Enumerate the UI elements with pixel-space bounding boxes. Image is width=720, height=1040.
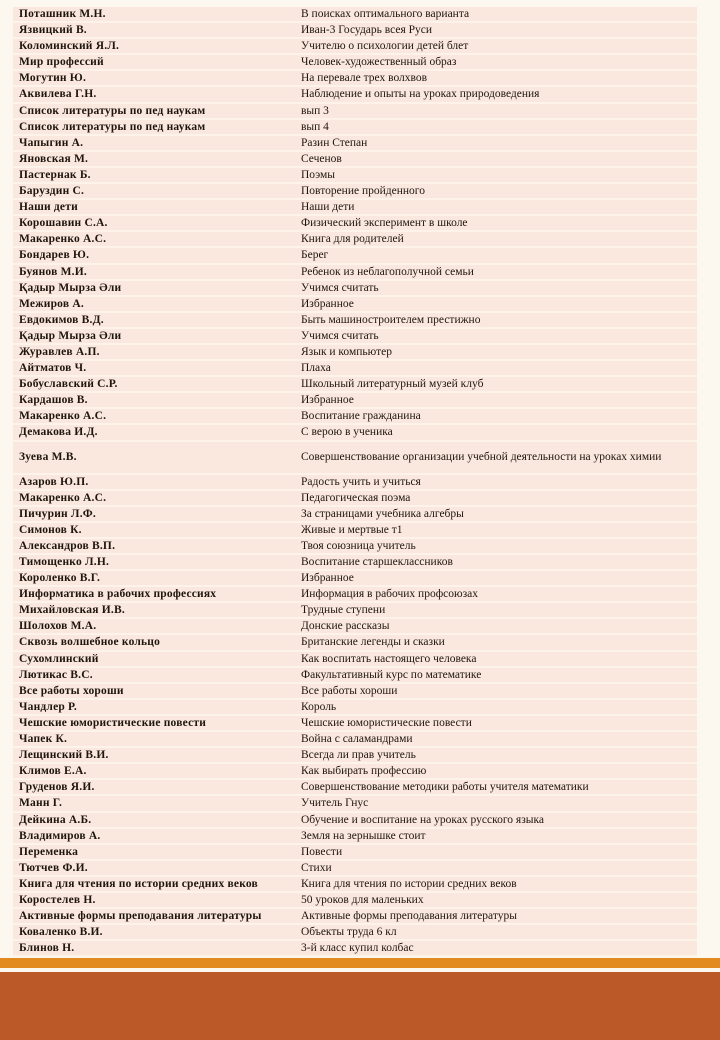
table-row	[13, 152, 697, 168]
author-cell: Буянов М.И.	[19, 265, 87, 278]
author-cell: Пичурин Л.Ф.	[19, 507, 96, 520]
table-row	[13, 764, 697, 780]
title-cell: Берег	[301, 249, 329, 262]
title-cell: Разин Степан	[301, 136, 368, 149]
author-cell: Чандлер Р.	[19, 700, 77, 713]
author-cell: Тимощенко Л.Н.	[19, 556, 110, 568]
author-cell: Коростелев Н.	[19, 893, 96, 906]
table-row	[13, 491, 697, 507]
author-cell: Макаренко А.С.	[19, 410, 107, 423]
author-cell: Владимиров А.	[19, 829, 101, 842]
author-cell: Кардашов В.	[19, 394, 88, 407]
author-cell: Книга для чтения по истории средних веков	[19, 877, 258, 890]
title-cell: Книга для родителей	[301, 233, 404, 246]
author-cell: Наши дети	[19, 201, 78, 214]
title-cell: Плаха	[301, 362, 331, 375]
author-cell: Чешские юмористические повести	[19, 716, 207, 729]
title-cell: вып 4	[301, 120, 329, 133]
table-row	[13, 732, 697, 748]
table-row	[13, 909, 697, 925]
title-cell: В поисках оптимального варианта	[301, 8, 470, 20]
author-cell: Евдокимов В.Д.	[19, 313, 104, 326]
table-row	[13, 104, 697, 120]
author-cell: Все работы хороши	[19, 684, 124, 697]
author-cell: Шолохов М.А.	[19, 620, 97, 633]
table-row	[13, 7, 697, 23]
table-row	[13, 71, 697, 87]
author-cell: Переменка	[19, 845, 79, 858]
title-cell: Обучение и воспитание на уроках русского языка	[301, 813, 544, 826]
title-cell: Избранное	[301, 394, 354, 407]
title-cell: Радость учить и учиться	[301, 475, 421, 488]
author-cell: Айтматов Ч.	[19, 362, 87, 375]
title-cell: Повести	[301, 845, 343, 858]
title-cell: Совершенствование организации учебной деятельности на уроках химии	[301, 451, 662, 464]
author-cell: Поташник М.Н.	[19, 8, 106, 20]
table-row	[13, 425, 697, 441]
author-cell: Дейкина А.Б.	[19, 813, 92, 826]
title-cell: Повторение пройденного	[301, 185, 425, 198]
title-cell: Земля на зернышке стоит	[301, 829, 426, 842]
table-row	[13, 265, 697, 281]
title-cell: Живые и мертвые т1	[301, 523, 403, 536]
author-cell: Активные формы преподавания литературы	[19, 910, 262, 923]
table-row	[13, 200, 697, 216]
footer-band	[0, 972, 720, 1040]
title-cell: Педагогическая поэма	[301, 491, 411, 504]
title-cell: Быть машиностроителем престижно	[301, 313, 481, 326]
table-row	[13, 136, 697, 152]
table-row	[13, 55, 697, 71]
title-cell: 50 уроков для маленьких	[301, 893, 424, 906]
author-cell: Яновская М.	[19, 152, 89, 165]
title-cell: Избранное	[301, 297, 354, 310]
title-cell: Сеченов	[301, 152, 342, 165]
table-row	[13, 377, 697, 393]
table-row	[13, 796, 697, 812]
title-cell: Война с саламандрами	[301, 733, 413, 746]
author-cell: Михайловская И.В.	[19, 604, 125, 617]
title-cell: Стихи	[301, 861, 332, 874]
author-cell: Қадыр Мырза Әли	[19, 281, 122, 294]
title-cell: 3-й класс купил колбас	[301, 942, 414, 955]
author-cell: Пастернак Б.	[19, 168, 91, 181]
table-row	[13, 393, 697, 409]
author-cell: Список литературы по пед наукам	[19, 104, 206, 117]
author-cell: Чапек К.	[19, 733, 68, 746]
table-row	[13, 700, 697, 716]
table-row	[13, 877, 697, 893]
title-cell: Чешские юмористические повести	[301, 716, 472, 729]
table-row	[13, 539, 697, 555]
accent-stripe	[0, 958, 720, 968]
title-cell: Всегда ли прав учитель	[301, 749, 416, 762]
title-cell: Наблюдение и опыты на уроках природоведения	[301, 88, 540, 101]
author-cell: Коломинский Я.Л.	[19, 40, 120, 53]
table-row	[13, 168, 697, 184]
table-row	[13, 87, 697, 103]
title-cell: Учимся считать	[301, 281, 379, 294]
table-row	[13, 555, 697, 571]
table-row	[13, 780, 697, 796]
author-cell: Груденов Я.И.	[19, 781, 95, 794]
title-cell: Как воспитать настоящего человека	[301, 652, 477, 665]
table-row	[13, 829, 697, 845]
title-cell: Ребенок из неблагополучной семьи	[301, 265, 474, 278]
table-row	[13, 475, 697, 491]
table-row	[13, 216, 697, 232]
table-row	[13, 619, 697, 635]
table-row	[13, 442, 697, 475]
author-cell: Журавлев А.П.	[19, 345, 100, 358]
table-row	[13, 603, 697, 619]
title-cell: Воспитание старшеклассников	[301, 556, 453, 568]
table-row	[13, 232, 697, 248]
author-cell: Азаров Ю.П.	[19, 475, 89, 488]
title-cell: Активные формы преподавания литературы	[301, 910, 517, 923]
table-row	[13, 297, 697, 313]
author-cell: Баруздин С.	[19, 185, 85, 198]
title-cell: вып 3	[301, 104, 329, 117]
title-cell: Воспитание гражданина	[301, 410, 421, 423]
author-cell: Межиров А.	[19, 297, 84, 310]
table-row	[13, 409, 697, 425]
author-cell: Лютикас В.С.	[19, 668, 93, 681]
table-row	[13, 861, 697, 877]
title-cell: Трудные ступени	[301, 604, 386, 617]
table-row	[13, 507, 697, 523]
title-cell: Физический эксперимент в школе	[301, 217, 468, 230]
author-cell: Қадыр Мырза Әли	[19, 329, 122, 342]
title-cell: За страницами учебника алгебры	[301, 507, 464, 520]
table-row	[13, 941, 697, 957]
author-cell: Информатика в рабочих профессиях	[19, 588, 217, 601]
table-row	[13, 39, 697, 55]
title-cell: Информация в рабочих профсоюзах	[301, 588, 478, 601]
author-cell: Корошавин С.А.	[19, 217, 108, 230]
title-cell: Избранное	[301, 572, 354, 585]
title-cell: Поэмы	[301, 168, 336, 181]
table-row	[13, 893, 697, 909]
author-cell: Климов Е.А.	[19, 765, 87, 778]
table-row	[13, 361, 697, 377]
title-cell: Школьный литературный музей клуб	[301, 378, 484, 391]
author-cell: Язвицкий В.	[19, 24, 87, 37]
table-row	[13, 925, 697, 941]
title-cell: Человек-художественный образ	[301, 56, 457, 69]
title-cell: Учитель Гнус	[301, 797, 369, 810]
table-row	[13, 23, 697, 39]
table-row	[13, 345, 697, 361]
title-cell: Книга для чтения по истории средних веков	[301, 877, 517, 890]
author-cell: Могутин Ю.	[19, 72, 87, 85]
title-cell: Донские рассказы	[301, 620, 390, 633]
title-cell: С верою в ученика	[301, 426, 393, 439]
title-cell: Факультативный курс по математике	[301, 668, 482, 681]
title-cell: Объекты труда 6 кл	[301, 926, 397, 939]
author-cell: Чапыгин А.	[19, 136, 84, 149]
table-row	[13, 813, 697, 829]
author-cell: Бондарев Ю.	[19, 249, 90, 262]
title-cell: Все работы хороши	[301, 684, 398, 697]
table-row	[13, 845, 697, 861]
title-cell: Иван-3 Государь всея Руси	[301, 24, 433, 37]
table-row	[13, 652, 697, 668]
table-row	[13, 635, 697, 651]
author-cell: Манн Г.	[19, 797, 63, 810]
author-cell: Симонов К.	[19, 523, 82, 536]
table-row	[13, 668, 697, 684]
title-cell: Твоя союзница учитель	[301, 539, 416, 552]
table-row	[13, 329, 697, 345]
author-cell: Короленко В.Г.	[19, 572, 101, 585]
catalog-table	[13, 7, 697, 957]
title-cell: Британские легенды и сказки	[301, 636, 445, 649]
table-row	[13, 571, 697, 587]
title-cell: Учимся считать	[301, 329, 379, 342]
author-cell: Зуева М.В.	[19, 451, 77, 464]
title-cell: Учителю о психологии детей блет	[301, 40, 469, 53]
author-cell: Лещинский В.И.	[19, 749, 109, 762]
table-row	[13, 587, 697, 603]
table-row	[13, 523, 697, 539]
author-cell: Макаренко А.С.	[19, 491, 107, 504]
author-cell: Сквозь волшебное кольцо	[19, 636, 161, 649]
table-row	[13, 248, 697, 264]
table-row	[13, 281, 697, 297]
author-cell: Макаренко А.С.	[19, 233, 107, 246]
author-cell: Блинов Н.	[19, 942, 75, 955]
author-cell: Демакова И.Д.	[19, 426, 98, 439]
title-cell: Король	[301, 700, 337, 713]
author-cell: Александров В.П.	[19, 539, 116, 552]
title-cell: Как выбирать профессию	[301, 765, 427, 778]
title-cell: Совершенствование методики работы учителя математики	[301, 781, 589, 794]
author-cell: Список литературы по пед наукам	[19, 120, 206, 133]
author-cell: Мир профессий	[19, 56, 104, 69]
title-cell: Наши дети	[301, 201, 355, 214]
title-cell: Язык и компьютер	[301, 345, 392, 358]
author-cell: Аквилева Г.Н.	[19, 88, 97, 101]
table-row	[13, 716, 697, 732]
table-row	[13, 748, 697, 764]
author-cell: Сухомлинский	[19, 652, 99, 665]
author-cell: Бобуславский С.Р.	[19, 378, 118, 391]
table-row	[13, 313, 697, 329]
author-cell: Коваленко В.И.	[19, 926, 103, 939]
table-row	[13, 684, 697, 700]
table-row	[13, 120, 697, 136]
title-cell: На перевале трех волхвов	[301, 72, 428, 85]
author-cell: Тютчев Ф.И.	[19, 861, 88, 874]
table-row	[13, 184, 697, 200]
